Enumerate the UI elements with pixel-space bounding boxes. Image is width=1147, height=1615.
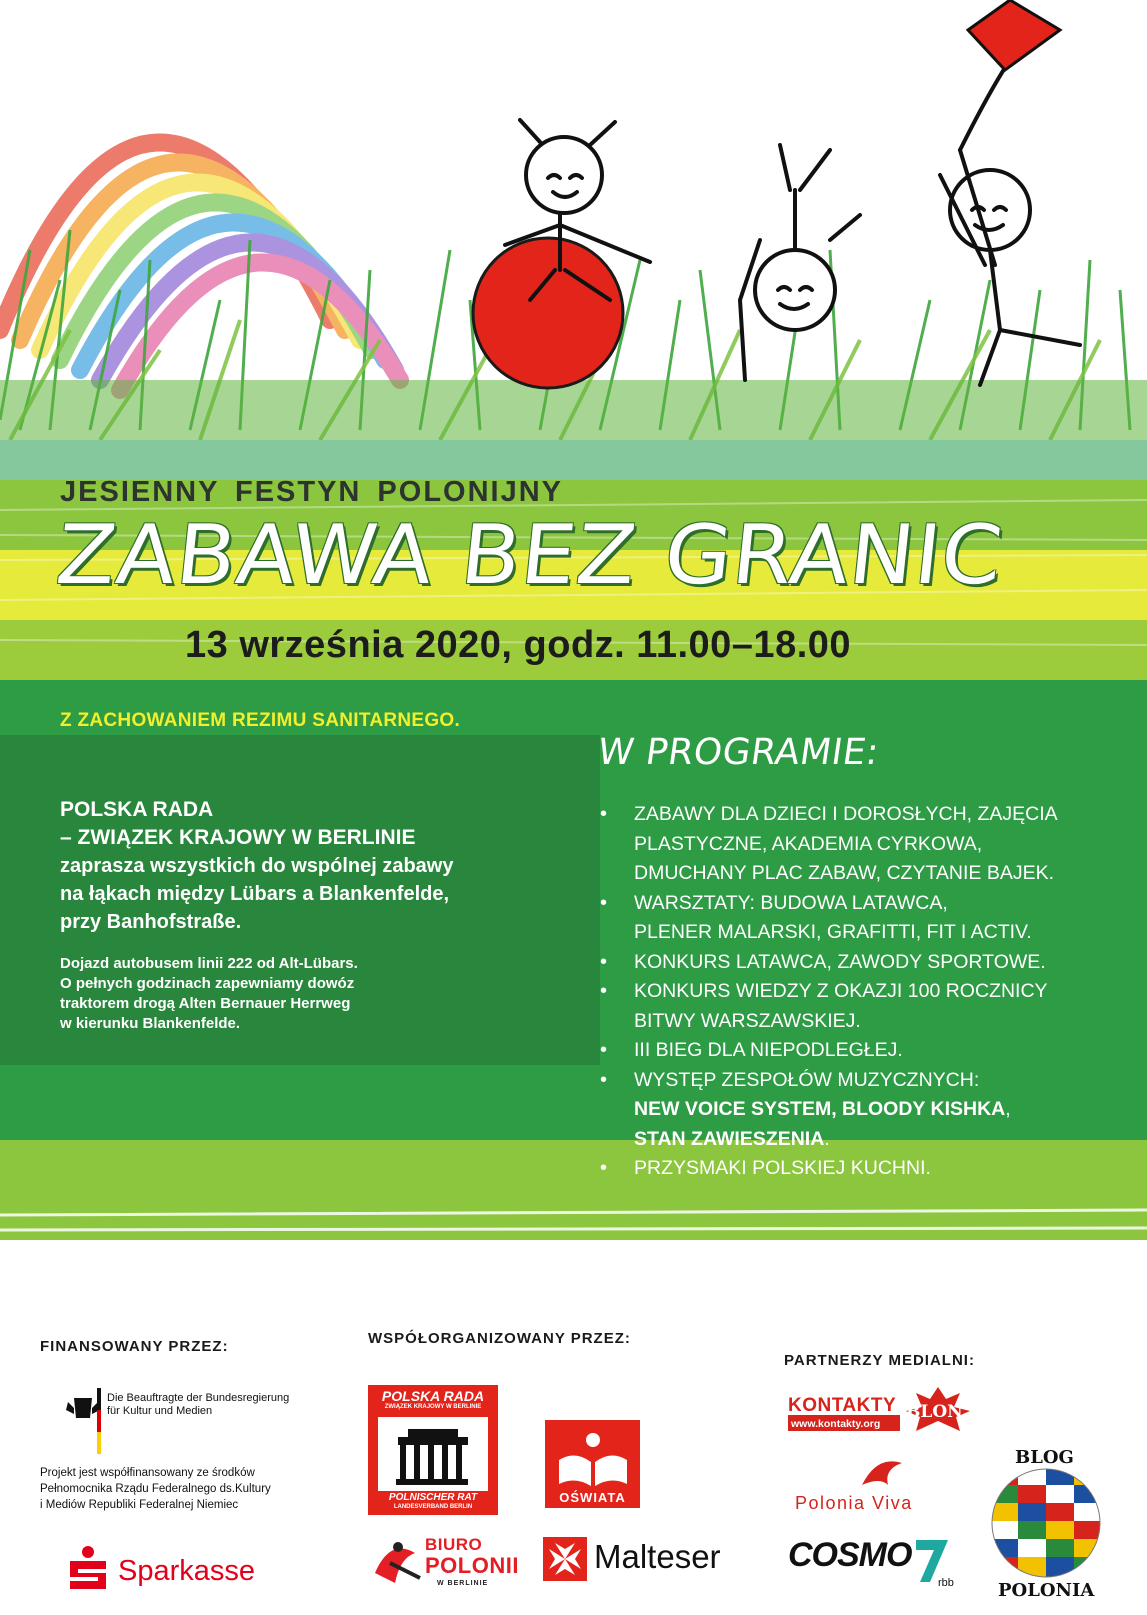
event-title: ZABAWA BEZ GRANIC (52, 508, 1008, 603)
polska-rada-subtitle: ZWIĄZEK KRAJOWY W BERLINIE (384, 1404, 482, 1410)
polonia-word: POLONIA (998, 1580, 1095, 1601)
invitation-line: przy Banhofstraße. (60, 911, 242, 933)
transport-line: Dojazd autobusem linii 222 od Alt-Lübars. (60, 955, 358, 972)
crayon-illustration (0, 0, 1147, 470)
red-ball (473, 238, 623, 388)
bkm-line: Die Beauftragte der Bundesregierung (107, 1392, 290, 1404)
bkm-line: für Kultur und Medien (107, 1405, 213, 1417)
polnischer-rat-subtitle: LANDESVERBAND BERLIN (393, 1504, 473, 1510)
kite (968, 0, 1060, 70)
bands-line-2: STAN ZAWIESZENIA (634, 1127, 825, 1150)
malteser-cross-logo (543, 1537, 587, 1581)
transport-line: w kierunku Blankenfelde. (60, 1015, 241, 1032)
blon-name: BLON (906, 1402, 963, 1422)
w-berlinie-word: W BERLINIE (437, 1580, 489, 1587)
program-item-line: • ZABAWY DLA DZIECI I DOROSŁYCH, ZAJĘCIA (634, 803, 1058, 825)
event-subtitle: JESIENNY FESTYN POLONIJNY (60, 476, 564, 508)
program-heading: W PROGRAMIE: (595, 732, 882, 773)
program-item-line: DMUCHANY PLAC ZABAW, CZYTANIE BAJEK. (634, 862, 1055, 884)
program-item (598, 1154, 1118, 1184)
bands-line-1: NEW VOICE SYSTEM, BLOODY KISHKA (634, 1098, 1006, 1120)
polnischer-rat-title: POLNISCHER RAT (388, 1492, 478, 1503)
program-item-line: BITWY WARSZAWSKIEJ. (634, 1009, 861, 1032)
financing-note-line: Pełnomocnika Rządu Federalnego ds.Kultury (40, 1483, 271, 1495)
program-item (598, 889, 1118, 948)
organizer-invitation (60, 852, 540, 936)
organizer-union: – ZWIĄZEK KRAJOWY W BERLINIE (60, 826, 416, 849)
organizer-name: POLSKA RADA (60, 798, 214, 821)
bands-comma: , (1005, 1098, 1011, 1120)
program-item-line: • WARSZTATY: BUDOWA LATAWCA, (634, 891, 948, 914)
program-item-line: • PRZYSMAKI POLSKIEJ KUCHNI. (634, 1157, 931, 1179)
oswiata-name: OŚWIATA (559, 1490, 626, 1505)
program-item-line: PLASTYCZNE, AKADEMIA CYRKOWA, (634, 832, 983, 855)
event-date-time: 13 września 2020, godz. 11.00–18.00 (185, 624, 852, 666)
program-item-line: • KONKURS WIEDZY Z OKAZJI 100 ROCZNICY (634, 980, 1048, 1002)
cosmo-name: COSMO (788, 1536, 912, 1574)
rbb-name: rbb (938, 1577, 954, 1589)
program-item-music (598, 1066, 1118, 1155)
malteser-name: Malteser (594, 1538, 721, 1575)
kontakty-name: KONTAKTY (788, 1395, 897, 1416)
transport-line: traktorem drogą Alten Bernauer Herrweg (60, 995, 351, 1012)
program-item (598, 800, 1118, 889)
blog-word: BLOG (1015, 1447, 1074, 1468)
financed-by-label: FINANSOWANY PRZEZ: (40, 1338, 229, 1355)
polonia-viva-name: Polonia Viva (795, 1493, 913, 1513)
program-item (598, 1036, 1118, 1066)
program-item-line: • III BIEG DLA NIEPODLEGŁEJ. (634, 1039, 903, 1061)
co-organized-label: WSPÓŁORGANIZOWANY PRZEZ: (368, 1330, 631, 1347)
financing-note-line: i Mediów Republiki Federalnej Niemiec (40, 1499, 239, 1511)
transport-info (60, 954, 540, 1034)
financing-note (40, 1465, 320, 1513)
program-item-line: • KONKURS LATAWCA, ZAWODY SPORTOWE. (634, 950, 1046, 973)
program-item (598, 948, 1118, 978)
flag-globe-icon (990, 1467, 1102, 1579)
bkm-text (107, 1392, 289, 1418)
financing-note-line: Projekt jest współfinansowany ze środków (40, 1467, 255, 1479)
invitation-line: zaprasza wszystkich do wspólnej zabawy (60, 855, 454, 877)
sanitary-note: Z ZACHOWANIEM REZIMU SANITARNEGO. (60, 710, 461, 731)
program-item-line: PLENER MALARSKI, GRAFITTI, FIT I ACTIV. (634, 921, 1032, 943)
polonii-word: POLONII (425, 1553, 519, 1578)
program-item (598, 977, 1118, 1036)
bands-period: . (824, 1127, 830, 1150)
invitation-line: na łąkach między Lübars a Blankenfelde, (60, 883, 450, 905)
biuro-word: BIURO (425, 1535, 483, 1554)
transport-line: O pełnych godzinach zapewniamy dowóz (60, 975, 355, 992)
polska-rada-title: POLSKA RADA (381, 1388, 485, 1404)
media-partners-label: PARTNERZY MEDIALNI: (784, 1352, 975, 1369)
kontakty-url: www.kontakty.org (791, 1418, 881, 1430)
sparkasse-name: Sparkasse (118, 1555, 256, 1587)
organizer-info (60, 796, 540, 1034)
music-intro: • WYSTĘP ZESPOŁÓW MUZYCZNYCH: (634, 1068, 980, 1091)
program-list (598, 800, 1118, 1184)
